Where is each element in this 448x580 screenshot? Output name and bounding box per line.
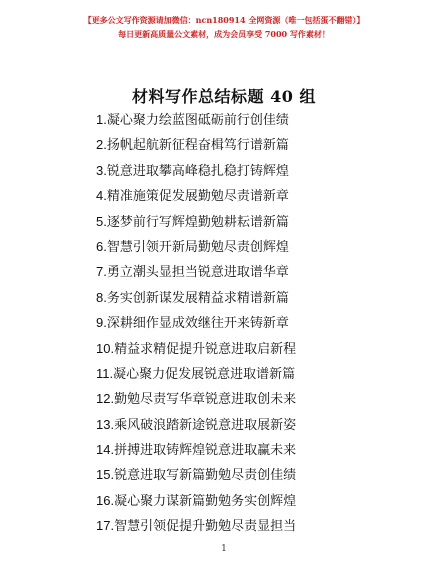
promo-banner	[0, 14, 448, 40]
list-item-text: 智慧引领开新局勤勉尽责创辉煌	[106, 239, 289, 255]
list-item-number: 6.	[96, 238, 107, 254]
list-item-number: 5.	[96, 213, 107, 229]
list-item-number: 12.	[96, 391, 115, 407]
list-item-text: 逐梦前行写辉煌勤勉耕耘谱新篇	[106, 214, 289, 230]
list-item-text: 乘风破浪踏新途锐意进取展新姿	[114, 417, 297, 433]
list-item-text: 凝心聚力促发展锐意进取谱新篇	[113, 366, 296, 382]
title-list	[96, 113, 396, 545]
list-item	[96, 316, 396, 341]
list-item-number: 2.	[96, 137, 107, 153]
list-item	[96, 392, 396, 417]
list-item	[96, 494, 396, 519]
list-item-text: 智慧引领促提升勤勉尽责显担当	[114, 519, 297, 535]
list-item-text: 凝心聚力谋新篇勤勉务实创辉煌	[114, 493, 297, 509]
list-item	[96, 342, 396, 367]
list-item-text: 精准施策促发展勤勉尽责谱新章	[106, 189, 289, 205]
list-item-number: 4.	[96, 188, 107, 204]
list-item-text: 锐意进取写新篇勤勉尽责创佳绩	[114, 468, 297, 484]
list-item-number: 14.	[96, 442, 115, 458]
list-item-text: 拼搏进取铸辉煌锐意进取赢未来	[114, 443, 297, 459]
list-item-number: 15.	[96, 467, 115, 483]
list-item-text: 扬帆起航新征程奋楫笃行谱新篇	[106, 138, 289, 154]
list-item-number: 3.	[96, 162, 107, 178]
list-item-text: 精益求精促提升锐意进取启新程	[114, 341, 297, 357]
list-item-number: 16.	[96, 492, 115, 508]
list-item-number: 1.	[96, 112, 107, 127]
list-item	[96, 519, 396, 544]
list-item	[96, 215, 396, 240]
list-item-text: 务实创新谋发展精益求精谱新篇	[106, 290, 289, 306]
list-item	[96, 164, 396, 189]
list-item	[96, 113, 396, 138]
document-title: 材料写作总结标题 40 组	[132, 87, 316, 106]
list-item	[96, 265, 396, 290]
page-number: 1	[221, 544, 227, 554]
list-item	[96, 240, 396, 265]
list-item	[96, 418, 396, 443]
list-item-number: 13.	[96, 416, 115, 432]
list-item-number: 9.	[96, 315, 107, 331]
list-item-number: 11.	[96, 365, 114, 381]
list-item-number: 17.	[96, 518, 115, 534]
list-item-text: 锐意进取攀高峰稳扎稳打铸辉煌	[106, 163, 289, 179]
list-item	[96, 443, 396, 468]
list-item-text: 深耕细作显成效继往开来铸新章	[106, 316, 289, 332]
list-item	[96, 468, 396, 493]
list-item-number: 8.	[96, 289, 107, 305]
list-item-number: 7.	[96, 264, 107, 280]
list-item	[96, 291, 396, 316]
list-item	[96, 189, 396, 214]
list-item	[96, 138, 396, 163]
list-item-text: 勤勉尽责写华章锐意进取创未来	[114, 392, 297, 408]
list-item	[96, 367, 396, 392]
list-item-text: 凝心聚力绘蓝图砥砺前行创佳绩	[106, 113, 289, 128]
promo-banner-line-2: 每日更新高质量公文素材，成为会员享受 7000 写作素材！	[118, 29, 330, 39]
list-item-number: 10.	[96, 340, 115, 356]
list-item-text: 勇立潮头显担当锐意进取谱华章	[106, 265, 289, 281]
promo-banner-line-1: 【更多公文写作资源请加微信：ncn180914 全网资源（唯一包括蛋不翻错）】	[83, 15, 365, 25]
